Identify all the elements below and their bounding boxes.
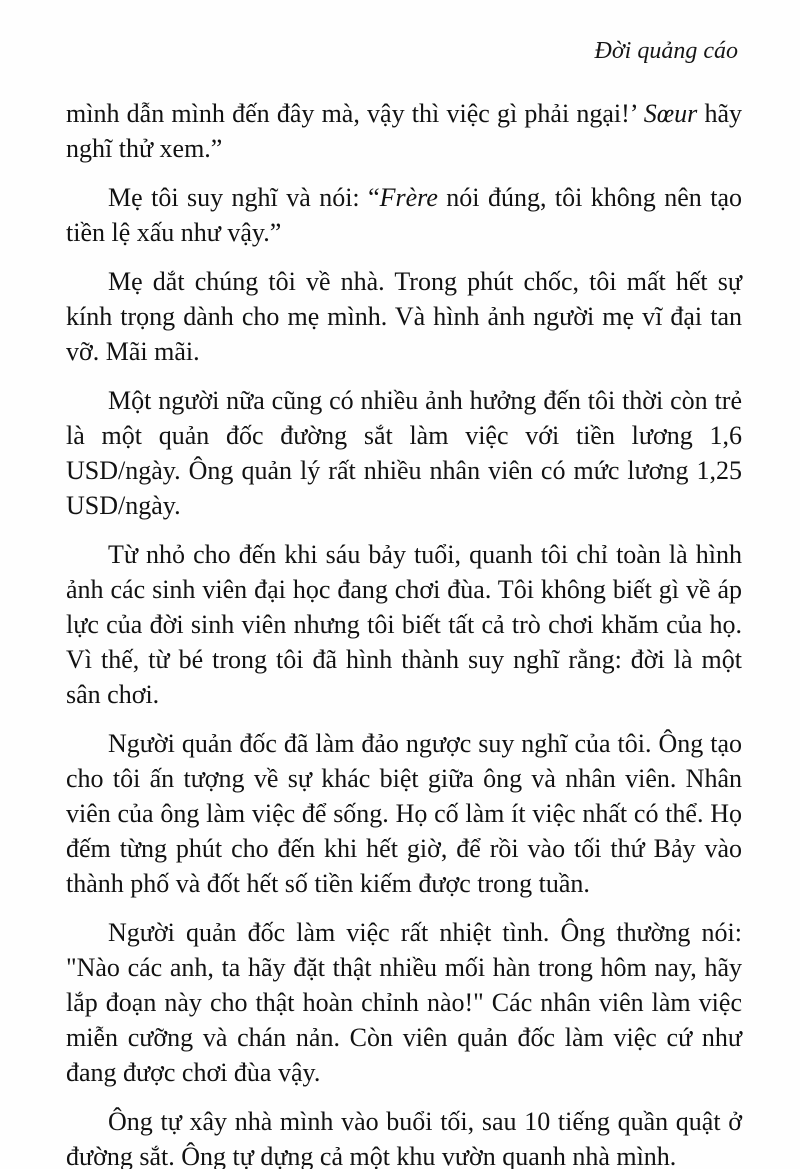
paragraph bbox=[66, 1104, 742, 1169]
text-run: mình dẫn mình đến đây mà, vậy thì việc gì phải ngại!’ bbox=[66, 99, 644, 128]
paragraph bbox=[66, 96, 742, 166]
page-body bbox=[66, 96, 742, 1169]
text-run: Một người nữa cũng có nhiều ảnh hưởng đến tôi thời còn trẻ là một quản đốc đường sắt làm việc với tiền lương 1,6 USD/ngày. Ông quản lý rất nhiều nhân viên có mức lương 1,25 USD/ngày. bbox=[66, 386, 742, 520]
text-run: hãy nghĩ thử xem.” bbox=[66, 99, 742, 163]
paragraph bbox=[66, 383, 742, 523]
paragraph bbox=[66, 264, 742, 369]
italic-text-run: Frère bbox=[379, 183, 438, 212]
text-run: Người quản đốc đã làm đảo ngược suy nghĩ của tôi. Ông tạo cho tôi ấn tượng về sự khác biệt giữa ông và nhân viên. Nhân viên của ông làm việc để sống. Họ cố làm ít việc nhất có thể. Họ đếm từng phút cho đến khi hết giờ, để rồi vào tối thứ Bảy vào thành phố và đốt hết số tiền kiếm được trong tuần. bbox=[66, 729, 742, 898]
text-run: Người quản đốc làm việc rất nhiệt tình. Ông thường nói: "Nào các anh, ta hãy đặt thật nhiều mối hàn trong hôm nay, hãy lắp đoạn này cho thật hoàn chỉnh nào!" Các nhân viên làm việc miễn cưỡng và chán nản. Còn viên quản đốc làm việc cứ như đang được chơi đùa vậy. bbox=[66, 918, 742, 1087]
text-run: Mẹ dắt chúng tôi về nhà. Trong phút chốc, tôi mất hết sự kính trọng dành cho mẹ mình. Và hình ảnh người mẹ vĩ đại tan vỡ. Mãi mãi. bbox=[66, 267, 742, 366]
text-run: Mẹ tôi suy nghĩ và nói: “ bbox=[108, 183, 380, 212]
italic-text-run: Sœur bbox=[643, 99, 698, 128]
running-header: Đời quảng cáo bbox=[594, 38, 738, 64]
paragraph bbox=[66, 537, 742, 712]
paragraph bbox=[66, 726, 742, 901]
paragraph bbox=[66, 915, 742, 1090]
paragraph bbox=[66, 180, 742, 250]
text-run: nói đúng, tôi không nên tạo tiền lệ xấu như vậy.” bbox=[66, 183, 742, 247]
text-run: Ông tự xây nhà mình vào buổi tối, sau 10 tiếng quần quật ở đường sắt. Ông tự dựng cả một khu vườn quanh nhà mình. bbox=[66, 1107, 742, 1169]
text-run: Từ nhỏ cho đến khi sáu bảy tuổi, quanh tôi chỉ toàn là hình ảnh các sinh viên đại học đang chơi đùa. Tôi không biết gì về áp lực của đời sinh viên nhưng tôi biết tất cả trò chơi khăm của họ. Vì thế, từ bé trong tôi đã hình thành suy nghĩ rằng: đời là một sân chơi. bbox=[66, 540, 742, 709]
